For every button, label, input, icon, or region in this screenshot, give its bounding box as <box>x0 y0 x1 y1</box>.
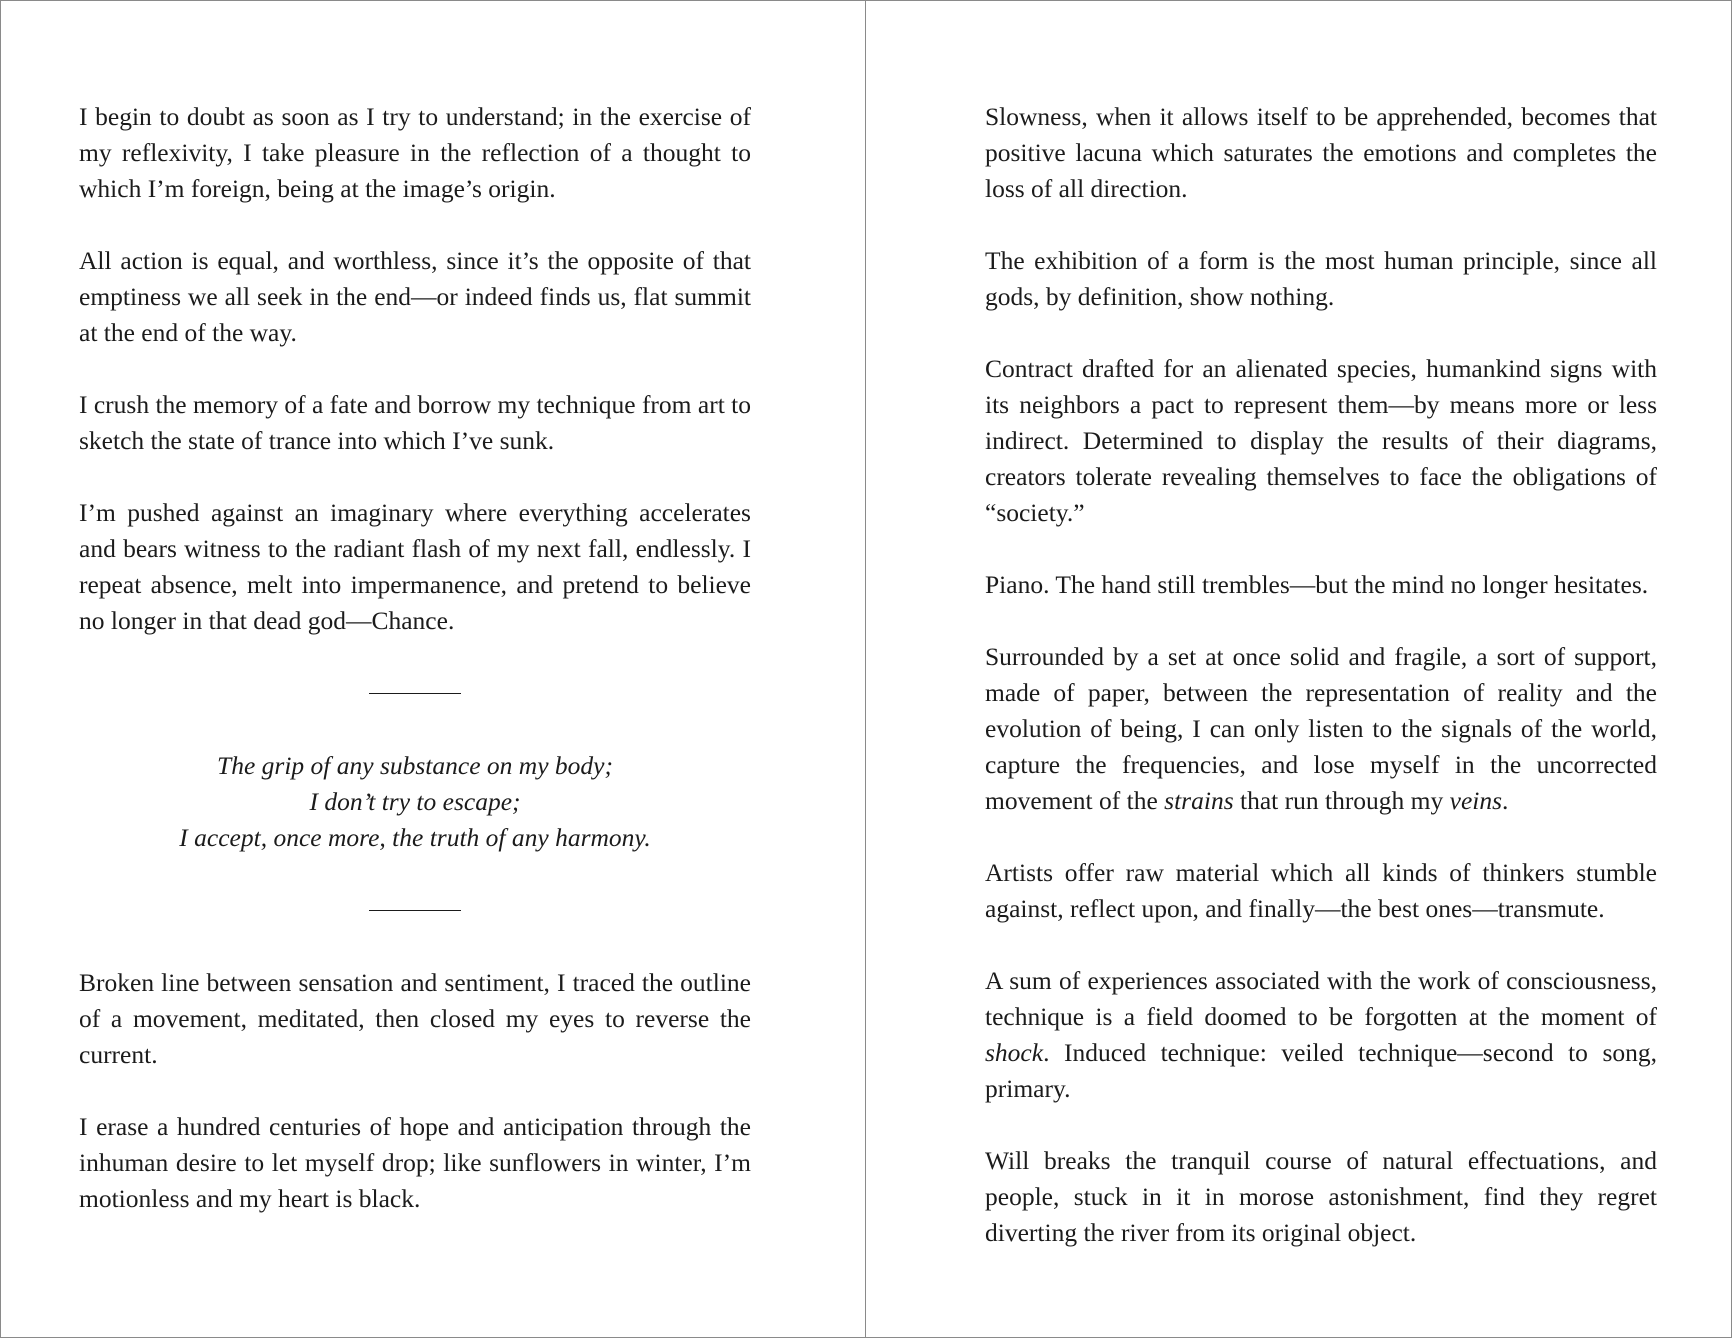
emphasis: strains <box>1164 786 1234 815</box>
paragraph: Artists offer raw material which all kinds of thinkers stumble against, reflect upon, and finally—the best ones—transmute. <box>985 858 1657 923</box>
verse <box>79 748 751 856</box>
paragraph-text: . Induced technique: veiled technique—second to song, primary. <box>985 1038 1657 1103</box>
paragraph: Will breaks the tranquil course of natural effectuations, and people, stuck in it in morose astonishment, find they regret diverting the river from its original object. <box>985 1146 1657 1247</box>
paragraph: Slowness, when it allows itself to be apprehended, becomes that positive lacuna which saturates the emotions and completes the loss of all direction. <box>985 102 1657 203</box>
paragraph: I begin to doubt as soon as I try to understand; in the exercise of my reflexivity, I take pleasure in the reflection of a thought to which I’m foreign, being at the image’s origin. <box>79 102 751 203</box>
paragraph-text: that run through my <box>1233 786 1450 815</box>
paragraph: Piano. The hand still trembles—but the mind no longer hesitates. <box>985 570 1649 599</box>
left-page <box>1 1 866 1337</box>
right-page-text <box>985 99 1657 1251</box>
emphasis: shock <box>985 1038 1044 1067</box>
section-divider <box>369 910 461 911</box>
paragraph <box>985 639 1657 819</box>
paragraph-text: A sum of experiences associated with the work of consciousness, technique is a field doomed to be forgotten at the moment of <box>985 966 1657 1031</box>
paragraph: Contract drafted for an alienated species, humankind signs with its neighbors a pact to represent them—by means more or less indirect. Determined to display the results of their diagrams, creators tolerate revealing themselves to face the obligations of “society.” <box>985 354 1657 527</box>
paragraph: I crush the memory of a fate and borrow my technique from art to sketch the state of trance into which I’ve sunk. <box>79 390 751 455</box>
paragraph-text: . <box>1502 786 1509 815</box>
paragraph: Broken line between sensation and sentiment, I traced the outline of a movement, meditated, then closed my eyes to reverse the current. <box>79 968 751 1069</box>
paragraph-text: Surrounded by a set at once solid and fragile, a sort of support, made of paper, between the representation of reality and the evolution of being, I can only listen to the signals of the world, capture the frequencies, and lose myself in the uncorrected movement of the <box>985 642 1657 815</box>
paragraph: The exhibition of a form is the most human principle, since all gods, by definition, show nothing. <box>985 246 1657 311</box>
verse-line: I don’t try to escape; <box>309 787 521 816</box>
emphasis: veins <box>1449 786 1503 815</box>
section-divider <box>369 693 461 694</box>
paragraph: I erase a hundred centuries of hope and anticipation through the inhuman desire to let myself drop; like sunflowers in winter, I’m motionless and my heart is black. <box>79 1112 751 1213</box>
left-page-text <box>79 99 751 1217</box>
paragraph: All action is equal, and worthless, since it’s the opposite of that emptiness we all seek in the end—or indeed finds us, flat summit at the end of the way. <box>79 246 751 347</box>
verse-line: The grip of any substance on my body; <box>217 751 613 780</box>
paragraph <box>985 963 1657 1107</box>
paragraph: I’m pushed against an imaginary where everything accelerates and bears witness to the radiant flash of my next fall, endlessly. I repeat absence, melt into impermanence, and pretend to believe no longer in that dead god—Chance. <box>79 498 751 635</box>
right-page <box>866 1 1731 1337</box>
verse-line: I accept, once more, the truth of any harmony. <box>179 823 651 852</box>
